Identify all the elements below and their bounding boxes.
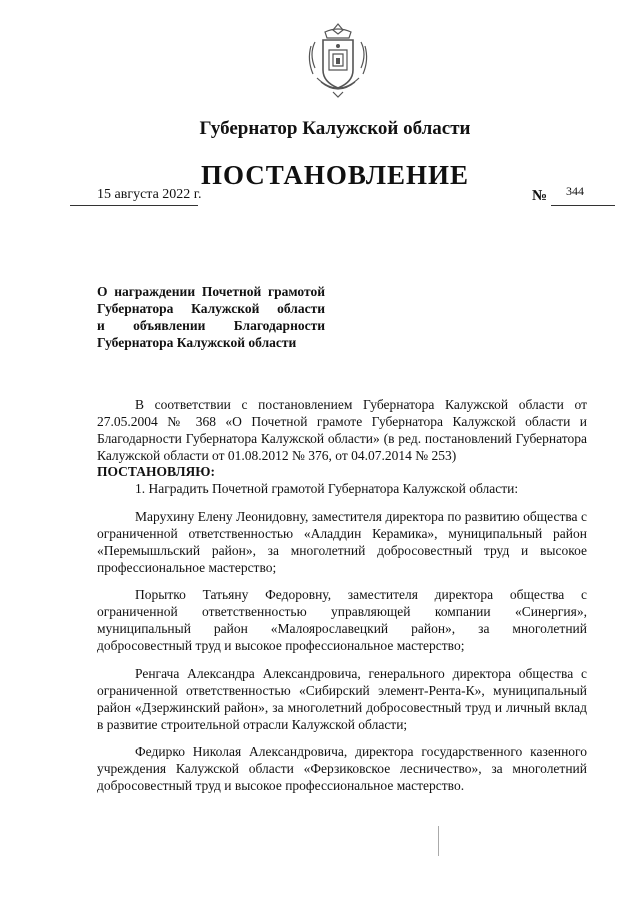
subject-line: О награждении Почетной грамотой — [97, 284, 325, 299]
number-underline — [551, 205, 615, 206]
item-1-heading: 1. Наградить Почетной грамотой Губернатора Калужской области: — [135, 481, 519, 496]
coat-of-arms-emblem — [303, 20, 373, 100]
intro-paragraph: В соответствии с постановлением Губернатора Калужской области от 27.05.2004 № 368 «О Почетной грамоте Губернатора Калужской области и Благодарности Губернатора Калужской области» (в ред. постановлений Губернатора Калужской области от 01.08.2012 № 376, от 04.07.2014 № 253) — [97, 397, 587, 463]
resolve-heading: ПОСТАНОВЛЯЮ: — [97, 464, 215, 479]
awardee-paragraph: Марухину Елену Леонидовну, заместителя директора по развитию общества с ограниченной ответственностью «Аладдин Керамика», муниципальный район «Перемышльский район», за многолетний добросовестный труд и высокое профессиональное мастерство; — [97, 509, 587, 575]
subject-line: Губернатора Калужской области — [97, 335, 297, 350]
document-number-label: № — [532, 188, 548, 204]
date-underline — [70, 205, 198, 206]
scan-margin-mark — [438, 826, 439, 856]
document-type-title: ПОСТАНОВЛЕНИЕ — [200, 160, 470, 190]
awardee-paragraph: Ренгача Александра Александровича, генерального директора общества с ограниченной ответственностью «Сибирский элемент-Рента-К», муниципальный район «Дзержинский район», за многолетний добросовестный труд и личный вклад в развитие строительной отрасли Калужской области; — [97, 666, 587, 732]
subject-line: Губернатора Калужской области — [97, 301, 325, 316]
document-number: 344 — [566, 184, 584, 198]
subject-line: и объявлении Благодарности — [97, 318, 325, 333]
document-subject — [97, 283, 325, 351]
awardee-paragraph: Порытко Татьяну Федоровну, заместителя директора общества с ограниченной ответственностью управляющей компании «Синергия», муниципальный район «Малоярославецкий район», за многолетний добросовестный труд и высокое профессиональное мастерство; — [97, 587, 587, 653]
document-date: 15 августа 2022 г. — [97, 187, 202, 202]
awardee-paragraph: Федирко Николая Александровича, директора государственного казенного учреждения Калужской области «Ферзиковское лесничество», за многолетний добросовестный труд и высокое профессиональное мастерство. — [97, 744, 587, 793]
issuing-authority: Губернатор Калужской области — [199, 118, 471, 139]
